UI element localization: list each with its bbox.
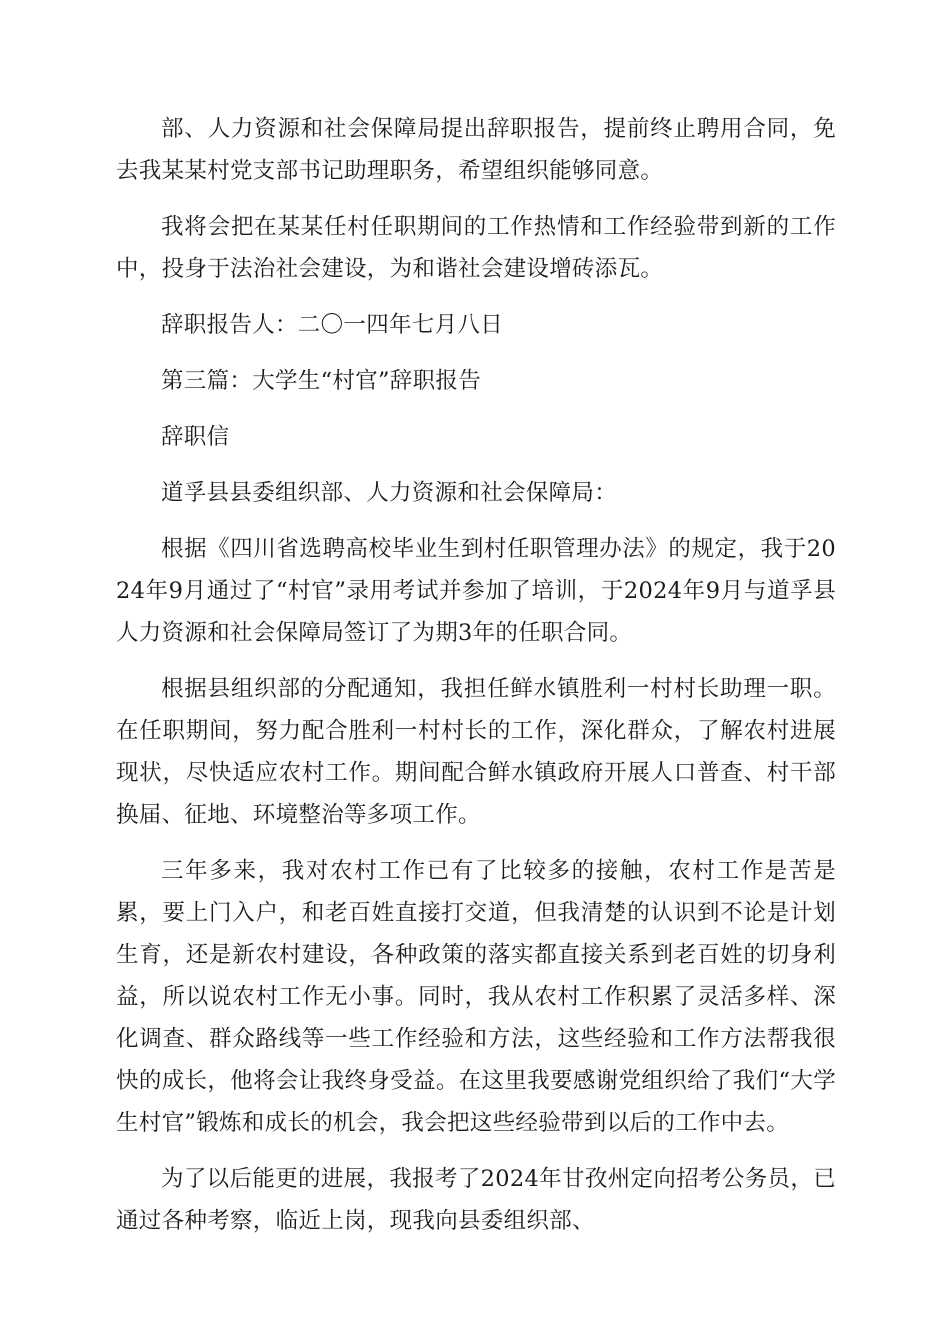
- paragraph-resignation-request: 部、人力资源和社会保障局提出辞职报告，提前终止聘用合同，免去我某某村党支部书记助理职务，希望组织能够同意。: [116, 116, 836, 184]
- paragraph-background: 根据《四川省选聘高校毕业生到村任职管理办法》的规定，我于2024年9月通过了“村官”录用考试并参加了培训，于2024年9月与道孚县人力资源和社会保障局签订了为期3年的任职合同。: [116, 536, 836, 646]
- letter-salutation: 道孚县县委组织部、人力资源和社会保障局：: [161, 480, 618, 506]
- document-body: [116, 108, 836, 1256]
- paragraph-reason: 为了以后能更的进展，我报考了2024年甘孜州定向招考公务员，已通过各种考察，临近上岗，现我向县委组织部、: [116, 1166, 836, 1234]
- paragraph-signature-date: 辞职报告人：二〇一四年七月八日: [161, 312, 504, 338]
- letter-title: 辞职信: [161, 424, 230, 450]
- paragraph-future-work: 我将会把在某某任村任职期间的工作热情和工作经验带到新的工作中，投身于法治社会建设，为和谐社会建设增砖添瓦。: [116, 214, 836, 282]
- paragraph-assignment: 根据县组织部的分配通知，我担任鲜水镇胜利一村村长助理一职。在任职期间，努力配合胜利一村村长的工作，深化群众，了解农村进展现状，尽快适应农村工作。期间配合鲜水镇政府开展人口普查、村干部换届、征地、环境整治等多项工作。: [116, 676, 836, 828]
- section-heading: 第三篇：大学生“村官”辞职报告: [161, 368, 482, 394]
- paragraph-experience: 三年多来，我对农村工作已有了比较多的接触，农村工作是苦是累，要上门入户，和老百姓直接打交道，但我清楚的认识到不论是计划生育，还是新农村建设，各种政策的落实都直接关系到老百姓的切身利益，所以说农村工作无小事。同时，我从农村工作积累了灵活多样、深化调查、群众路线等一些工作经验和方法，这些经验和工作方法帮我很快的成长，他将会让我终身受益。在这里我要感谢党组织给了我们“大学生村官”锻炼和成长的机会，我会把这些经验带到以后的工作中去。: [116, 858, 836, 1136]
